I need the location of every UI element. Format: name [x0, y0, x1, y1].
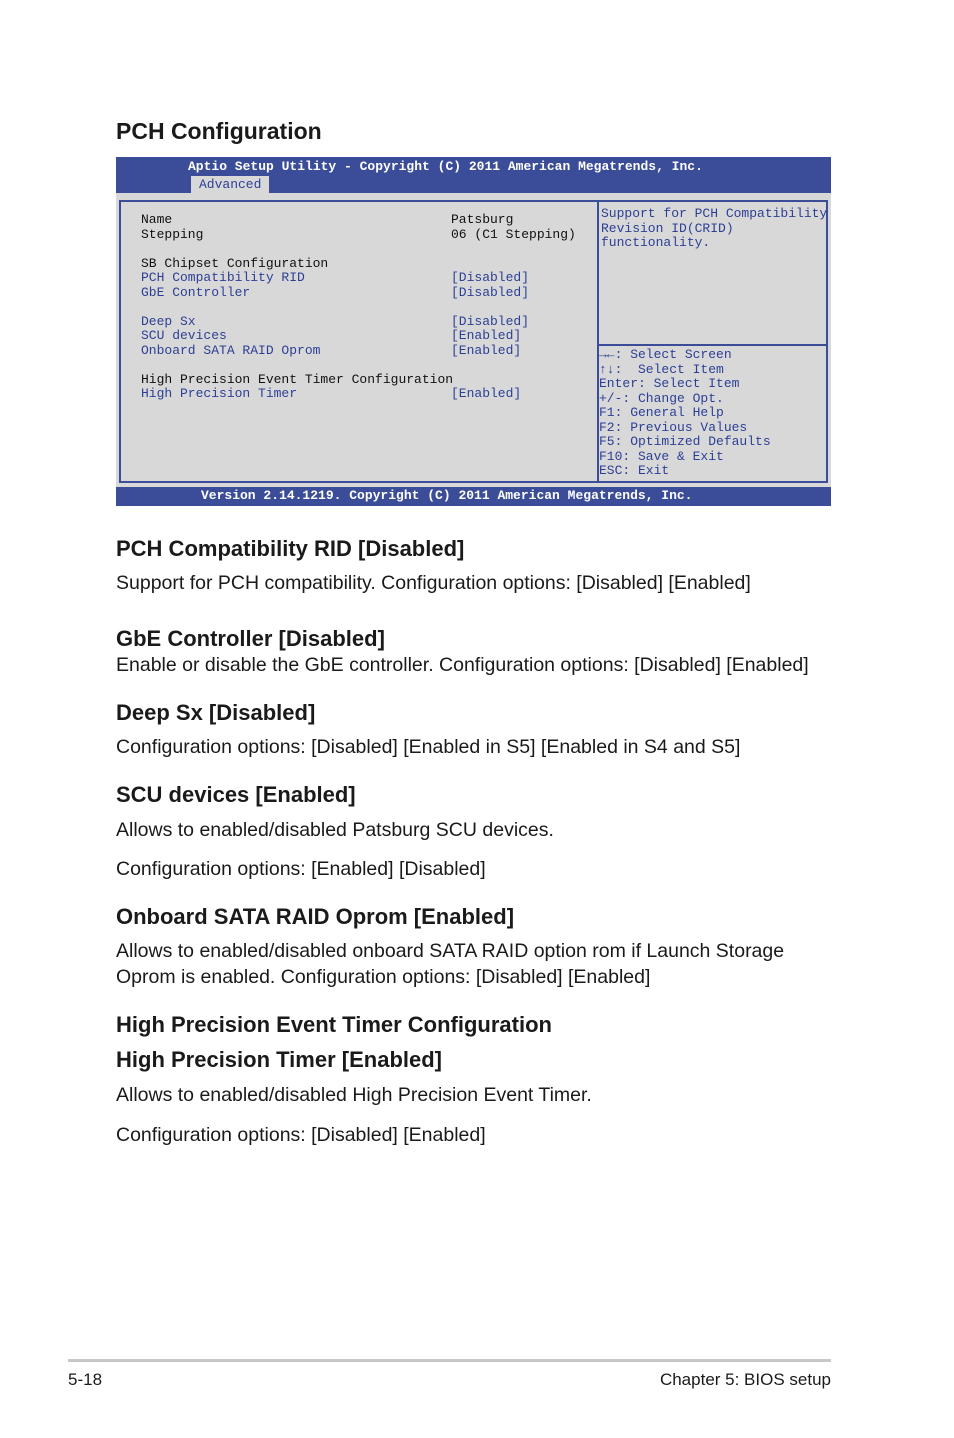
key-f1: F1: General Help — [599, 405, 724, 420]
setting-value-stepping: 06 (C1 Stepping) — [451, 226, 576, 242]
setting-value-scu[interactable]: [Enabled] — [451, 328, 522, 343]
tab-advanced[interactable]: Advanced — [191, 176, 269, 193]
key-esc: ESC: Exit — [599, 463, 670, 478]
page-title: PCH Configuration — [116, 118, 322, 144]
bios-settings-panel — [121, 202, 599, 481]
section-paragraph: Configuration options: [Disabled] [Enabled] — [116, 1124, 486, 1146]
section-heading: Onboard SATA RAID Oprom [Enabled] — [116, 904, 515, 929]
bios-title: Aptio Setup Utility - Copyright (C) 2011 American Megatrends, Inc. — [188, 159, 703, 174]
section-heading: Deep Sx [Disabled] — [116, 700, 316, 725]
bios-help-panel — [599, 202, 826, 346]
section-paragraph: Allows to enabled/disabled onboard SATA RAID option rom if Launch Storage Oprom is enabled. Configuration options: [Disabled] [Enabled] — [116, 940, 785, 988]
section-paragraph: Configuration options: [Disabled] [Enabled in S5] [Enabled in S4 and S5] — [116, 736, 741, 758]
section-paragraph: Allows to enabled/disabled High Precision Event Timer. — [116, 1084, 592, 1106]
footer-divider — [68, 1359, 831, 1362]
setting-label-name: Name — [141, 212, 173, 227]
section-label-hpet: High Precision Event Timer Configuration — [141, 371, 454, 387]
bios-title-bar — [116, 157, 831, 193]
section-paragraph: Support for PCH compatibility. Configuration options: [Disabled] [Enabled] — [116, 572, 751, 594]
setting-value-name: Patsburg — [451, 212, 514, 227]
setting-label-hpet-timer[interactable]: High Precision Timer — [141, 386, 298, 401]
section-heading: GbE Controller [Disabled] — [116, 626, 385, 651]
setting-value-gbe[interactable]: [Disabled] — [451, 284, 530, 300]
section-heading: PCH Compatibility RID [Disabled] — [116, 536, 465, 561]
key-change-opt: +/-: Change Opt. — [599, 390, 724, 406]
setting-value-pch-rid[interactable]: [Disabled] — [451, 270, 530, 285]
setting-label-stepping: Stepping — [141, 226, 204, 242]
help-text: Support for PCH Compatibility Revision ID(CRID) functionality. — [601, 206, 828, 250]
setting-label-sata-raid[interactable]: Onboard SATA RAID Oprom — [141, 342, 321, 358]
key-select-screen: →←: Select Screen — [599, 347, 732, 362]
bios-screenshot — [116, 157, 831, 506]
key-f5: F5: Optimized Defaults — [599, 434, 771, 449]
bios-body — [119, 200, 828, 483]
section-paragraph: Allows to enabled/disabled Patsburg SCU devices. — [116, 819, 554, 841]
bios-version: Version 2.14.1219. Copyright (C) 2011 American Megatrends, Inc. — [201, 488, 693, 503]
page-number: 5-18 — [68, 1370, 103, 1389]
key-enter: Enter: Select Item — [599, 376, 740, 391]
setting-label-deep-sx[interactable]: Deep Sx — [141, 313, 196, 329]
section-label-sb-chipset: SB Chipset Configuration — [141, 255, 329, 271]
bios-footer-bar — [116, 487, 831, 506]
setting-value-deep-sx[interactable]: [Disabled] — [451, 313, 530, 329]
setting-value-hpet-timer[interactable]: [Enabled] — [451, 386, 522, 401]
key-f2: F2: Previous Values — [599, 419, 748, 435]
section-heading: High Precision Event Timer Configuration — [116, 1012, 552, 1037]
section-heading: SCU devices [Enabled] — [116, 782, 356, 807]
chapter-title: Chapter 5: BIOS setup — [659, 1370, 831, 1389]
setting-label-pch-rid[interactable]: PCH Compatibility RID — [141, 270, 305, 285]
setting-label-gbe[interactable]: GbE Controller — [141, 284, 251, 300]
section-paragraph: Configuration options: [Enabled] [Disabled] — [116, 858, 486, 880]
setting-label-scu[interactable]: SCU devices — [141, 328, 227, 343]
key-select-item: ↑↓: Select Item — [599, 361, 724, 377]
section-paragraph: Enable or disable the GbE controller. Configuration options: [Disabled] [Enabled] — [116, 654, 809, 676]
setting-value-sata-raid[interactable]: [Enabled] — [451, 342, 522, 358]
key-f10: F10: Save & Exit — [599, 448, 724, 464]
section-heading: High Precision Timer [Enabled] — [116, 1047, 442, 1072]
